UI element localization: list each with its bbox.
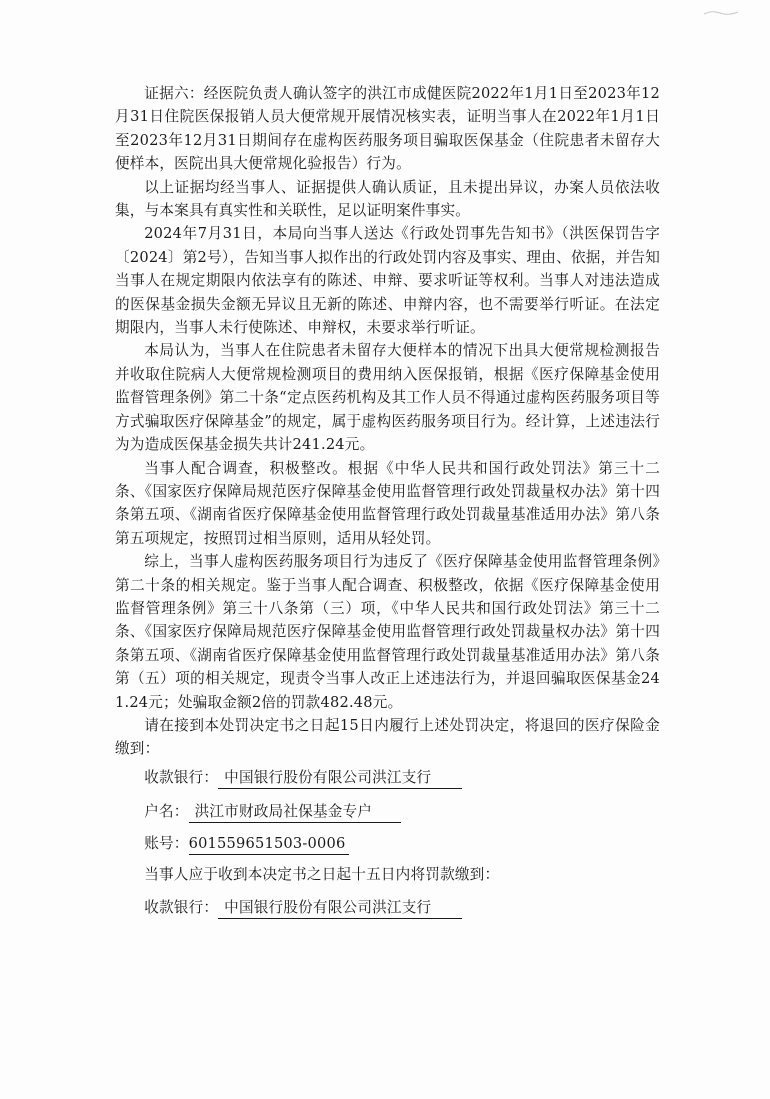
refund-account-line [115,829,660,859]
refund-payee-line [115,795,660,829]
fine-bank-label: 收款银行： [144,898,219,916]
paragraph-prior-notice: 2024年7月31日，本局向当事人送达《行政处罚事先告知书》（洪医保罚告字〔2024〕第2号），告知当事人拟作出的行政处罚内容及事实、理由、依据，并告知当事人在规定期限内依法享有的陈述、申辩、要求听证等权利。当事人对违法造成的医保基金损失金额无异议且无新的陈述、申辩内容，也不需要举行听证。在法定期限内，当事人未行使陈述、申辩权，未要求举行听证。 [115,225,660,337]
refund-payee-value: 洪江市财政局社保基金专户 [189,802,401,823]
paragraph-decision: 综上，当事人虚构医药服务项目行为违反了《医疗保障基金使用监督管理条例》第二十条的相关规定。鉴于当事人配合调查、积极整改，依据《医疗保障基金使用监督管理条例》第三十八条第（三）项，《中华人民共和国行政处罚法》第三十二条、《国家医疗保障局规范医疗保障基金使用监督管理行政处罚裁量权办法》第十四条第五项、《湖南省医疗保障基金使用监督管理行政处罚裁量基准适用办法》第八条第（五）项的相关规定，现责令当事人改正上述违法行为，并退回骗取医保基金241.24元；处骗取金额2倍的罚款482.48元。 [115,553,660,711]
paragraph-bureau-finding: 本局认为，当事人在住院患者未留存大便样本的情况下出具大便常规检测报告并收取住院病人大便常规检测项目的费用纳入医保报销，根据《医疗保障基金使用监督管理条例》第二十条“定点医药机构及其工作人员不得通过虚构医药服务项目等方式骗取医疗保障基金”的规定，属于虚构医药服务项目行为。经计算，上述违法行为为造成医保基金损失共计241.24元。 [115,342,660,454]
refund-bank-label: 收款银行： [144,768,219,786]
refund-bank-line [115,761,660,795]
document-body [115,82,660,925]
refund-account-label: 账号： [144,834,189,852]
fine-payment-notice: 当事人应于收到本决定书之日起十五日内将罚款缴到： [144,865,500,883]
fine-bank-line [115,891,660,925]
refund-payee-label: 户名： [144,802,189,820]
paragraph-evidence-summary: 以上证据均经当事人、证据提供人确认质证，且未提出异议，办案人员依法收集，与本案具有真实性和关联性，足以证明案件事实。 [115,178,660,220]
fine-bank-value: 中国银行股份有限公司洪江支行 [218,898,462,919]
paragraph-mitigation: 当事人配合调查，积极整改。根据《中华人民共和国行政处罚法》第三十二条、《国家医疗保障局规范医疗保障基金使用监督管理行政处罚裁量权办法》第十四条第五项、《湖南省医疗保障基金使用监督管理行政处罚裁量基准适用办法》第八条第五项规定，按照罚过相当原则，适用从轻处罚。 [115,459,660,547]
scan-smudge-mark [702,8,742,18]
paragraph-payment-instruction: 请在接到本处罚决定书之日起15日内履行上述处罚决定，将退回的医疗保险金缴到： [115,716,660,758]
refund-account-value: 601559651503-0006 [189,834,350,855]
paragraph-evidence-six: 证据六：经医院负责人确认签字的洪江市成健医院2022年1月1日至2023年12月31日住院医保报销人员大便常规开展情况核实表，证明当事人在2022年1月1日至2023年12月31日期间存在虚构医药服务项目骗取医保基金（住院患者未留存大便样本，医院出具大便常规化验报告）行为。 [115,85,660,173]
refund-bank-value: 中国银行股份有限公司洪江支行 [218,768,462,789]
